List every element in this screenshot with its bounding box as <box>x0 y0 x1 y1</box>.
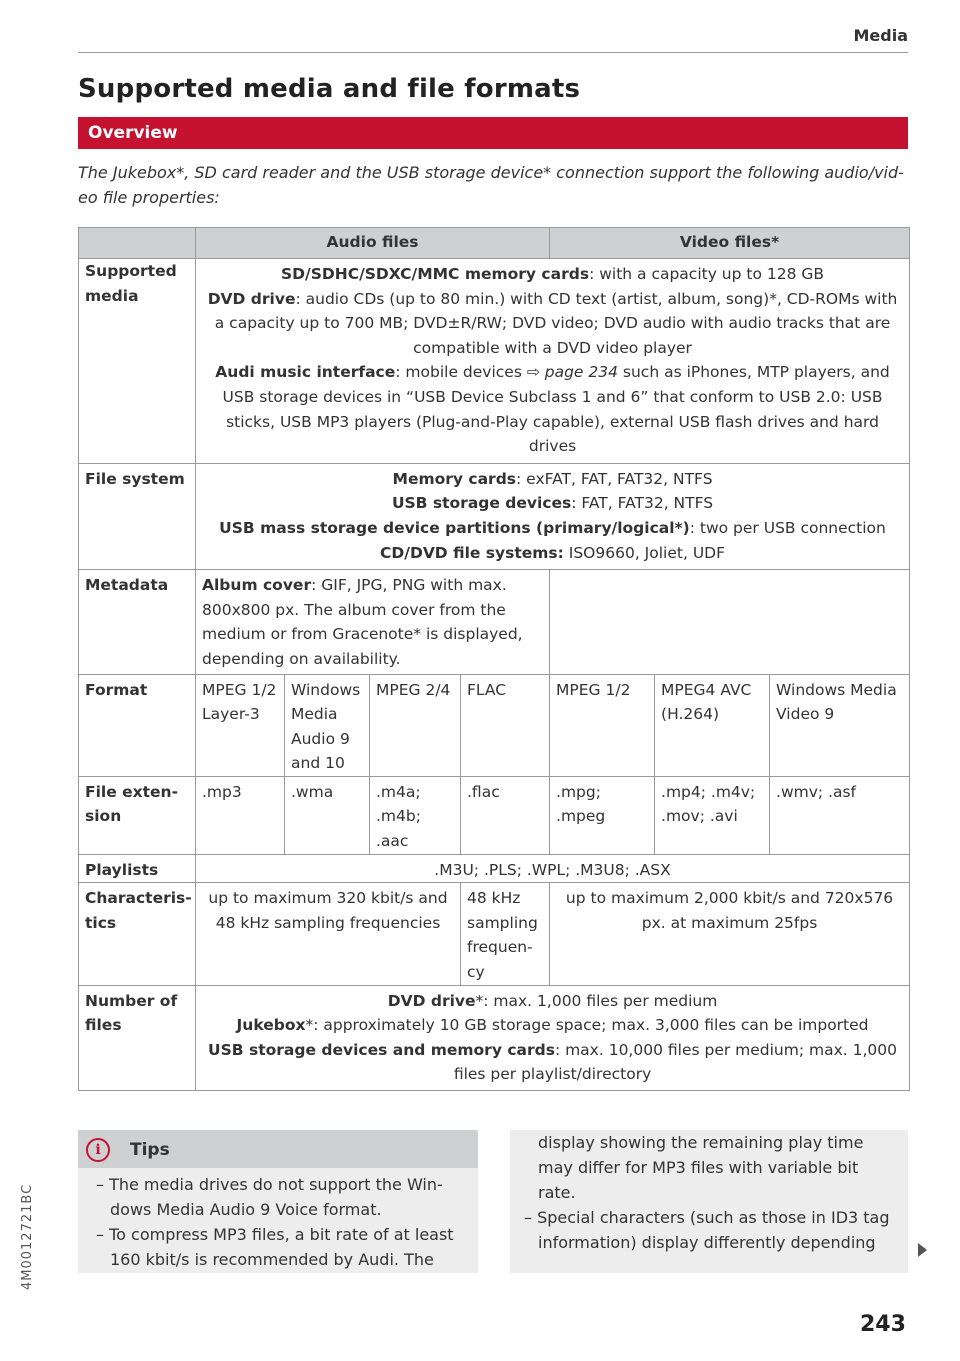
characteristics-flac-cell: 48 kHz sampling frequen-cy <box>461 883 550 985</box>
dvd-files-text: *: max. 1,000 files per medium <box>475 991 718 1010</box>
row-label-metadata: Metadata <box>79 570 196 674</box>
row-label-number-of-files: Number of files <box>79 985 196 1090</box>
album-cover-text: : GIF, JPG, PNG with max. 800x800 px. The album cover from the medium or from Gracenote* is displayed, depending on availability. <box>202 576 523 668</box>
usb-files-label: USB storage devices and memory cards <box>208 1040 555 1059</box>
table-row-format <box>79 674 910 776</box>
memory-cards-text: : exFAT, FAT, FAT32, NTFS <box>516 469 713 488</box>
table-row-supported-media <box>79 259 910 464</box>
extension-cell: .mpg; .mpeg <box>550 776 655 854</box>
table-row-file-system <box>79 463 910 569</box>
playlists-cell: .M3U; .PLS; .WPL; .M3U8; .ASX <box>196 854 910 883</box>
sd-text: : with a capacity up to 128 GB <box>589 265 825 283</box>
format-cell: MPEG 1/2 Layer-3 <box>196 674 285 776</box>
page-number: 243 <box>860 1312 906 1337</box>
cd-dvd-label: CD/DVD file systems: <box>380 543 564 562</box>
continue-arrow-icon <box>918 1243 927 1257</box>
tip-item-1: – The media drives do not support the Win-dows Media Audio 9 Voice format. <box>96 1175 443 1219</box>
format-cell: MPEG 2/4 <box>370 674 461 776</box>
jukebox-label: Jukebox <box>236 1016 306 1035</box>
cd-dvd-text: ISO9660, Joliet, UDF <box>563 543 726 562</box>
metadata-video-cell <box>550 570 910 674</box>
format-cell: Windows Media Audio 9 and 10 <box>285 674 370 776</box>
page-title: Supported media and file formats <box>78 74 581 104</box>
row-label-characteristics: Characteris-tics <box>79 883 196 985</box>
format-table <box>78 227 910 1091</box>
dvd-files-label: DVD drive <box>387 991 476 1010</box>
table-header-row <box>79 228 910 259</box>
format-cell: MPEG4 AVC (H.264) <box>655 674 770 776</box>
metadata-audio-cell <box>196 570 550 674</box>
usb-files-text: : max. 10,000 files per medium; max. 1,000 files per playlist/directory <box>453 1040 898 1084</box>
format-cell: MPEG 1/2 <box>550 674 655 776</box>
extension-cell: .wmv; .asf <box>770 776 910 854</box>
extension-cell: .flac <box>461 776 550 854</box>
table-row-playlists <box>79 854 910 883</box>
characteristics-audio-cell: up to maximum 320 kbit/s and 48 kHz sampling frequencies <box>196 883 461 985</box>
header-empty-cell <box>79 228 196 259</box>
format-cell: Windows Media Video 9 <box>770 674 910 776</box>
tips-title: Tips <box>130 1140 170 1160</box>
section-label: Media <box>853 26 908 45</box>
format-cell: FLAC <box>461 674 550 776</box>
header-rule <box>78 52 908 53</box>
document-code: 4M0012721BC <box>20 1183 35 1290</box>
extension-cell: .mp3 <box>196 776 285 854</box>
file-system-cell <box>196 463 910 569</box>
tip-continuation: display showing the remaining play time may differ for MP3 files with variable bit rate. <box>538 1133 864 1202</box>
header-video-files: Video files* <box>550 228 910 259</box>
usb-devices-label: USB storage devices <box>391 494 572 513</box>
dvd-label: DVD drive <box>207 289 296 308</box>
album-cover-label: Album cover <box>202 576 312 595</box>
ami-text-a: : mobile devices ⇨ <box>395 363 545 382</box>
number-of-files-cell <box>196 985 910 1090</box>
extension-cell: .mp4; .m4v; .mov; .avi <box>655 776 770 854</box>
partitions-text: : two per USB connection <box>689 518 886 537</box>
jukebox-text: *: approximately 10 GB storage space; max. 3,000 files can be imported <box>305 1016 869 1035</box>
row-label-file-system: File system <box>79 463 196 569</box>
memory-cards-label: Memory cards <box>392 469 517 488</box>
page-reference-link[interactable]: page 234 <box>544 363 618 382</box>
usb-devices-text: : FAT, FAT32, NTFS <box>571 494 714 513</box>
info-icon: i <box>86 1138 110 1162</box>
row-label-file-extension: File exten-sion <box>79 776 196 854</box>
table-row-characteristics <box>79 883 910 985</box>
ami-label: Audi music interface <box>215 363 396 382</box>
table-row-number-of-files <box>79 985 910 1090</box>
overview-bar: Overview <box>78 117 908 149</box>
partitions-label: USB mass storage device partitions (primary/logical*) <box>219 518 690 537</box>
characteristics-video-cell: up to maximum 2,000 kbit/s and 720x576 px. at maximum 25fps <box>550 883 910 985</box>
row-label-playlists: Playlists <box>79 854 196 883</box>
row-label-format: Format <box>79 674 196 776</box>
extension-cell: .wma <box>285 776 370 854</box>
table-row-file-extension <box>79 776 910 854</box>
tip-item-3: – Special characters (such as those in ID3 tag information) display differently depending <box>524 1208 890 1252</box>
ami-text-b: such as iPhones, MTP players, and USB storage devices in “USB Device Subclass 1 and 6” that conform to USB 2.0: USB sticks, USB MP3 players (Plug-and-Play capable), external USB flash drives and hard drives <box>222 363 890 456</box>
extension-cell: .m4a; .m4b; .aac <box>370 776 461 854</box>
tip-item-2: – To compress MP3 files, a bit rate of at least 160 kbit/s is recommended by Audi. The <box>96 1225 454 1269</box>
row-label-supported-media: Supported media <box>79 259 196 464</box>
intro-text: The Jukebox*, SD card reader and the USB storage device* connection support the following audio/vid-eo file properties: <box>78 163 904 207</box>
table-row-metadata <box>79 570 910 674</box>
supported-media-cell <box>196 259 910 464</box>
header-audio-files: Audio files <box>196 228 550 259</box>
dvd-text: : audio CDs (up to 80 min.) with CD text (artist, album, song)*, CD-ROMs with a capacity up to 700 MB; DVD±R/RW; DVD video; DVD audio with audio tracks that are compatible with a DVD video player <box>214 289 898 357</box>
sd-label: SD/SDHC/SDXC/MMC memory cards <box>281 265 590 283</box>
